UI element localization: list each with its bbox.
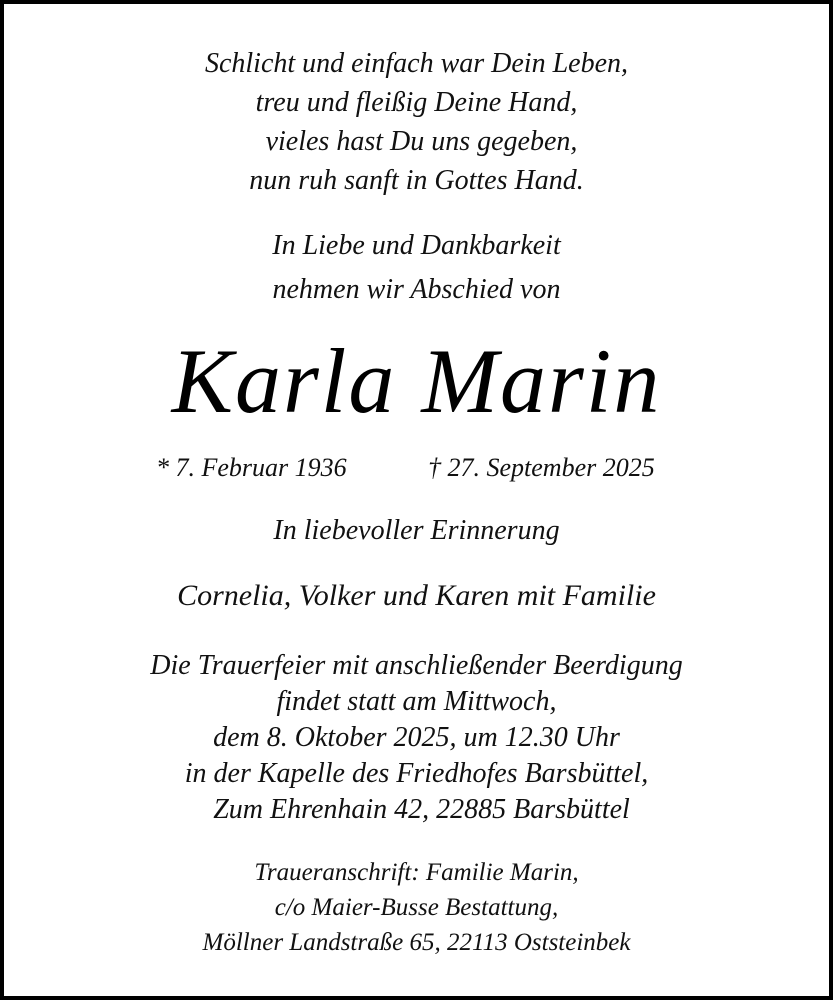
service-line: Zum Ehrenhain 42, 22885 Barsbüttel [213, 794, 630, 825]
family-names: Cornelia, Volker und Karen mit Familie [177, 579, 656, 612]
funeral-service [0, 648, 833, 828]
service-line: dem 8. Oktober 2025, um 12.30 Uhr [213, 722, 620, 753]
intro-line: In Liebe und Dankbarkeit [272, 230, 561, 261]
intro-line: nehmen wir Abschied von [272, 274, 561, 305]
verse-line: nun ruh sanft in Gottes Hand. [249, 165, 584, 196]
service-line: findet statt am Mittwoch, [276, 686, 557, 717]
service-line: Die Trauerfeier mit anschließender Beerdigung [150, 650, 683, 681]
birth-date: * 7. Februar 1936 [156, 453, 347, 482]
address-line: Traueranschrift: Familie Marin, [254, 859, 579, 886]
service-line: in der Kapelle des Friedhofes Barsbüttel, [184, 758, 649, 789]
address-line: Möllner Landstraße 65, 22113 Oststeinbek [202, 929, 631, 956]
deceased-name: Karla Marin [171, 330, 662, 432]
verse [0, 44, 833, 200]
address-line: c/o Maier-Busse Bestattung, [274, 894, 559, 921]
verse-line: vieles hast Du uns gegeben, [265, 126, 578, 157]
memory-line: In liebevoller Erinnerung [273, 515, 560, 546]
verse-line: treu und fleißig Deine Hand, [255, 87, 578, 118]
mourning-address [0, 855, 833, 960]
verse-line: Schlicht und einfach war Dein Leben, [204, 48, 629, 79]
death-date: † 27. September 2025 [428, 453, 655, 482]
intro [0, 224, 833, 312]
